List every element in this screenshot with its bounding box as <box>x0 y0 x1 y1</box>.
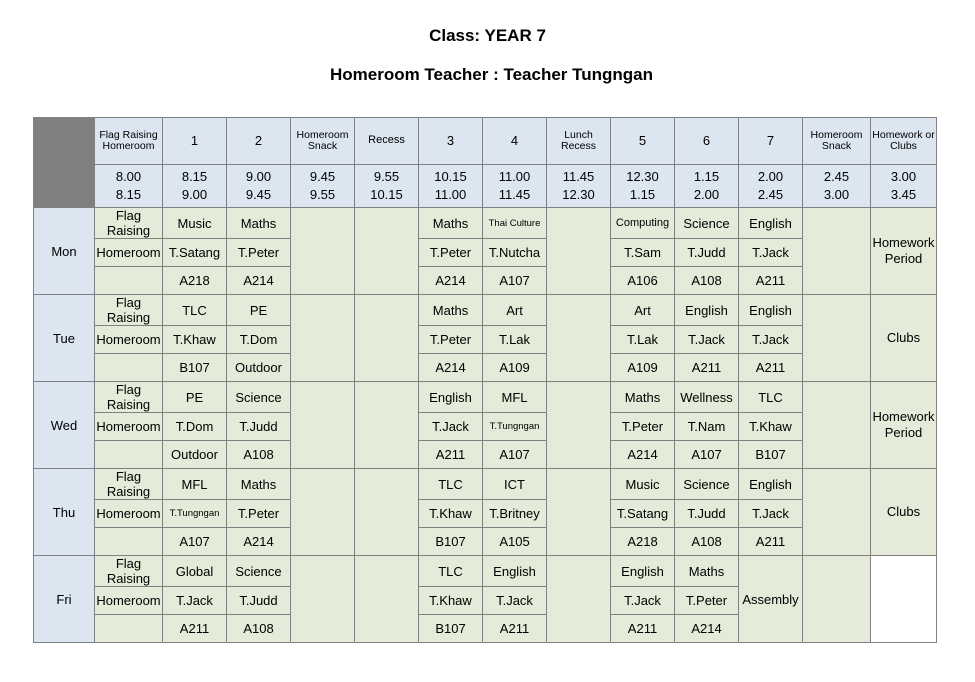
tue-p2-room: Outdoor <box>227 354 291 382</box>
time-end: 9.00 <box>181 187 208 202</box>
fri-p1-teacher: T.Jack <box>163 587 227 615</box>
tue-p1-subject: TLC <box>163 295 227 326</box>
time-start: 8.15 <box>181 169 208 185</box>
tue-p4-teacher: T.Lak <box>483 326 547 354</box>
mon-p6-room: A108 <box>675 267 739 295</box>
time-start: 3.00 <box>890 169 917 185</box>
mon-p5-teacher: T.Sam <box>611 239 675 267</box>
tue-p7-teacher: T.Jack <box>739 326 803 354</box>
time-end: 11.00 <box>434 187 467 202</box>
table-row <box>34 441 937 469</box>
fri-p6-room: A214 <box>675 615 739 643</box>
thu-p2-teacher: T.Peter <box>227 500 291 528</box>
wed-p6-teacher: T.Nam <box>675 413 739 441</box>
table-row <box>34 354 937 382</box>
mon-p7-room: A211 <box>739 267 803 295</box>
mon-p3-subject: Maths <box>419 208 483 239</box>
mon-p6-subject: Science <box>675 208 739 239</box>
wed-p5-teacher: T.Peter <box>611 413 675 441</box>
mon-homeroom-snack-am <box>291 208 355 295</box>
fri-p4-subject: English <box>483 556 547 587</box>
header-period-2: 2 <box>227 118 291 165</box>
thu-p5-subject: Music <box>611 469 675 500</box>
fri-p5-teacher: T.Jack <box>611 587 675 615</box>
time-start: 2.45 <box>823 169 850 185</box>
tue-p5-room: A109 <box>611 354 675 382</box>
time-end: 10.15 <box>370 187 403 202</box>
tue-p3-subject: Maths <box>419 295 483 326</box>
wed-homework-or-clubs: Homework Period <box>871 382 937 469</box>
wed-homeroom: Homeroom <box>95 413 163 441</box>
timetable <box>33 117 937 643</box>
wed-p3-subject: English <box>419 382 483 413</box>
thu-p4-teacher: T.Britney <box>483 500 547 528</box>
mon-p5-room: A106 <box>611 267 675 295</box>
tue-spacer <box>95 354 163 382</box>
time-end: 8.15 <box>115 187 142 202</box>
day-label-mon: Mon <box>34 208 95 295</box>
tue-homeroom-snack-am <box>291 295 355 382</box>
wed-spacer <box>95 441 163 469</box>
wed-p2-subject: Science <box>227 382 291 413</box>
fri-recess <box>355 556 419 643</box>
wed-p7-subject: TLC <box>739 382 803 413</box>
tue-p6-room: A211 <box>675 354 739 382</box>
fri-p3-room: B107 <box>419 615 483 643</box>
thu-p3-teacher: T.Khaw <box>419 500 483 528</box>
wed-p6-subject: Wellness <box>675 382 739 413</box>
thu-recess <box>355 469 419 556</box>
fri-homeroom: Homeroom <box>95 587 163 615</box>
wed-p1-subject: PE <box>163 382 227 413</box>
thu-homeroom-snack-am <box>291 469 355 556</box>
corner-cell-2 <box>34 165 95 208</box>
day-label-tue: Tue <box>34 295 95 382</box>
tue-p1-teacher: T.Khaw <box>163 326 227 354</box>
time-period-4 <box>483 165 547 208</box>
tue-flag-raising: Flag Raising <box>95 295 163 326</box>
header-period-homeroom-snack-pm: Homeroom Snack <box>803 118 871 165</box>
fri-homeroom-snack-am <box>291 556 355 643</box>
time-end: 1.15 <box>629 187 656 202</box>
mon-p6-teacher: T.Judd <box>675 239 739 267</box>
mon-p1-subject: Music <box>163 208 227 239</box>
mon-p7-teacher: T.Jack <box>739 239 803 267</box>
time-homeroom-snack-am <box>291 165 355 208</box>
thu-p7-teacher: T.Jack <box>739 500 803 528</box>
thu-p1-teacher: T.Tungngan <box>163 500 227 528</box>
thu-p4-room: A105 <box>483 528 547 556</box>
thu-p6-subject: Science <box>675 469 739 500</box>
table-row <box>34 528 937 556</box>
time-start: 1.15 <box>693 169 720 185</box>
wed-p7-room: B107 <box>739 441 803 469</box>
time-end: 3.00 <box>823 187 850 202</box>
time-start: 8.00 <box>115 169 142 185</box>
time-start: 9.55 <box>373 169 400 185</box>
thu-p7-subject: English <box>739 469 803 500</box>
wed-homeroom-snack-am <box>291 382 355 469</box>
header-period-1: 1 <box>163 118 227 165</box>
time-homeroom-snack-pm <box>803 165 871 208</box>
mon-p2-teacher: T.Peter <box>227 239 291 267</box>
wed-p4-teacher: T.Tungngan <box>483 413 547 441</box>
day-label-thu: Thu <box>34 469 95 556</box>
fri-p1-room: A211 <box>163 615 227 643</box>
wed-p4-room: A107 <box>483 441 547 469</box>
thu-p6-teacher: T.Judd <box>675 500 739 528</box>
time-end: 11.45 <box>498 187 531 202</box>
time-lunch-recess <box>547 165 611 208</box>
fri-p2-subject: Science <box>227 556 291 587</box>
thu-p2-subject: Maths <box>227 469 291 500</box>
tue-p2-subject: PE <box>227 295 291 326</box>
thu-spacer <box>95 528 163 556</box>
tue-p3-teacher: T.Peter <box>419 326 483 354</box>
fri-p7-assembly: Assembly <box>739 556 803 643</box>
thu-p1-subject: MFL <box>163 469 227 500</box>
mon-p1-room: A218 <box>163 267 227 295</box>
mon-p1-teacher: T.Satang <box>163 239 227 267</box>
header-period-lunch-recess: Lunch Recess <box>547 118 611 165</box>
tue-p3-room: A214 <box>419 354 483 382</box>
table-row <box>34 469 937 500</box>
mon-homeroom: Homeroom <box>95 239 163 267</box>
wed-p3-teacher: T.Jack <box>419 413 483 441</box>
time-recess <box>355 165 419 208</box>
mon-p5-subject: Computing <box>611 208 675 239</box>
header-period-6: 6 <box>675 118 739 165</box>
time-period-5 <box>611 165 675 208</box>
table-row <box>34 239 937 267</box>
wed-p5-room: A214 <box>611 441 675 469</box>
thu-homework-or-clubs: Clubs <box>871 469 937 556</box>
time-start: 11.45 <box>562 169 595 185</box>
tue-p6-teacher: T.Jack <box>675 326 739 354</box>
table-row <box>34 382 937 413</box>
wed-flag-raising: Flag Raising <box>95 382 163 413</box>
thu-p1-room: A107 <box>163 528 227 556</box>
header-period-3: 3 <box>419 118 483 165</box>
header-period-recess: Recess <box>355 118 419 165</box>
header-period-5: 5 <box>611 118 675 165</box>
wed-lunch-recess <box>547 382 611 469</box>
thu-flag-raising: Flag Raising <box>95 469 163 500</box>
header-row-periods <box>34 118 937 165</box>
tue-homework-or-clubs: Clubs <box>871 295 937 382</box>
mon-p2-room: A214 <box>227 267 291 295</box>
header-period-flag-raising: Flag Raising Homeroom <box>95 118 163 165</box>
table-row <box>34 413 937 441</box>
thu-homeroom-snack-pm <box>803 469 871 556</box>
mon-recess <box>355 208 419 295</box>
time-period-7 <box>739 165 803 208</box>
fri-p5-room: A211 <box>611 615 675 643</box>
wed-recess <box>355 382 419 469</box>
wed-p2-teacher: T.Judd <box>227 413 291 441</box>
table-row <box>34 556 937 587</box>
mon-spacer <box>95 267 163 295</box>
mon-p3-teacher: T.Peter <box>419 239 483 267</box>
thu-p3-subject: TLC <box>419 469 483 500</box>
corner-cell <box>34 118 95 165</box>
time-period-3 <box>419 165 483 208</box>
wed-p2-room: A108 <box>227 441 291 469</box>
day-label-wed: Wed <box>34 382 95 469</box>
fri-p4-teacher: T.Jack <box>483 587 547 615</box>
fri-lunch-recess <box>547 556 611 643</box>
fri-p6-teacher: T.Peter <box>675 587 739 615</box>
time-homework-or-clubs <box>871 165 937 208</box>
wed-p6-room: A107 <box>675 441 739 469</box>
fri-homeroom-snack-pm <box>803 556 871 643</box>
mon-p2-subject: Maths <box>227 208 291 239</box>
thu-p2-room: A214 <box>227 528 291 556</box>
wed-p3-room: A211 <box>419 441 483 469</box>
time-end: 3.45 <box>890 187 917 202</box>
tue-p7-room: A211 <box>739 354 803 382</box>
mon-homeroom-snack-pm <box>803 208 871 295</box>
fri-flag-raising: Flag Raising <box>95 556 163 587</box>
mon-p4-subject: Thai Culture <box>483 208 547 239</box>
page-title-teacher: Homeroom Teacher : Teacher Tungngan <box>329 65 654 84</box>
thu-homeroom: Homeroom <box>95 500 163 528</box>
time-start: 9.45 <box>309 169 336 185</box>
tue-p4-subject: Art <box>483 295 547 326</box>
time-start: 10.15 <box>434 169 467 185</box>
thu-p6-room: A108 <box>675 528 739 556</box>
thu-p7-room: A211 <box>739 528 803 556</box>
time-period-6 <box>675 165 739 208</box>
tue-p2-teacher: T.Dom <box>227 326 291 354</box>
tue-recess <box>355 295 419 382</box>
tue-p7-subject: English <box>739 295 803 326</box>
time-period-2 <box>227 165 291 208</box>
time-start: 12.30 <box>626 169 659 185</box>
mon-p7-subject: English <box>739 208 803 239</box>
header-period-homeroom-snack-am: Homeroom Snack <box>291 118 355 165</box>
wed-homeroom-snack-pm <box>803 382 871 469</box>
header-row-times <box>34 165 937 208</box>
time-end: 9.45 <box>245 187 272 202</box>
time-flag-raising <box>95 165 163 208</box>
tue-homeroom: Homeroom <box>95 326 163 354</box>
mon-lunch-recess <box>547 208 611 295</box>
thu-lunch-recess <box>547 469 611 556</box>
tue-lunch-recess <box>547 295 611 382</box>
wed-p1-teacher: T.Dom <box>163 413 227 441</box>
wed-p4-subject: MFL <box>483 382 547 413</box>
time-end: 2.00 <box>693 187 720 202</box>
mon-p3-room: A214 <box>419 267 483 295</box>
mon-flag-raising: Flag Raising <box>95 208 163 239</box>
tue-p6-subject: English <box>675 295 739 326</box>
thu-p5-teacher: T.Satang <box>611 500 675 528</box>
fri-p1-subject: Global <box>163 556 227 587</box>
time-end: 12.30 <box>562 187 595 202</box>
fri-homework-or-clubs <box>871 556 937 643</box>
time-start: 9.00 <box>245 169 272 185</box>
mon-homework-or-clubs: Homework Period <box>871 208 937 295</box>
fri-p6-subject: Maths <box>675 556 739 587</box>
fri-p2-room: A108 <box>227 615 291 643</box>
tue-p4-room: A109 <box>483 354 547 382</box>
day-label-fri: Fri <box>34 556 95 643</box>
thu-p5-room: A218 <box>611 528 675 556</box>
wed-p7-teacher: T.Khaw <box>739 413 803 441</box>
header-period-7: 7 <box>739 118 803 165</box>
fri-p2-teacher: T.Judd <box>227 587 291 615</box>
thu-p4-subject: ICT <box>483 469 547 500</box>
table-row <box>34 267 937 295</box>
wed-p1-room: Outdoor <box>163 441 227 469</box>
table-row <box>34 500 937 528</box>
fri-spacer <box>95 615 163 643</box>
time-end: 2.45 <box>757 187 784 202</box>
table-row <box>34 326 937 354</box>
tue-p1-room: B107 <box>163 354 227 382</box>
thu-p3-room: B107 <box>419 528 483 556</box>
time-end: 9.55 <box>309 187 336 202</box>
fri-p4-room: A211 <box>483 615 547 643</box>
mon-p4-teacher: T.Nutcha <box>483 239 547 267</box>
tue-homeroom-snack-pm <box>803 295 871 382</box>
time-start: 2.00 <box>757 169 784 185</box>
tue-p5-subject: Art <box>611 295 675 326</box>
fri-p3-teacher: T.Khaw <box>419 587 483 615</box>
time-start: 11.00 <box>498 169 531 185</box>
wed-p5-subject: Maths <box>611 382 675 413</box>
header-period-4: 4 <box>483 118 547 165</box>
table-row <box>34 208 937 239</box>
time-period-1 <box>163 165 227 208</box>
header-period-homework-or-clubs: Homework or Clubs <box>871 118 937 165</box>
tue-p5-teacher: T.Lak <box>611 326 675 354</box>
mon-p4-room: A107 <box>483 267 547 295</box>
page-title-class: Class: YEAR 7 <box>429 26 546 45</box>
fri-p3-subject: TLC <box>419 556 483 587</box>
fri-p5-subject: English <box>611 556 675 587</box>
table-row <box>34 295 937 326</box>
